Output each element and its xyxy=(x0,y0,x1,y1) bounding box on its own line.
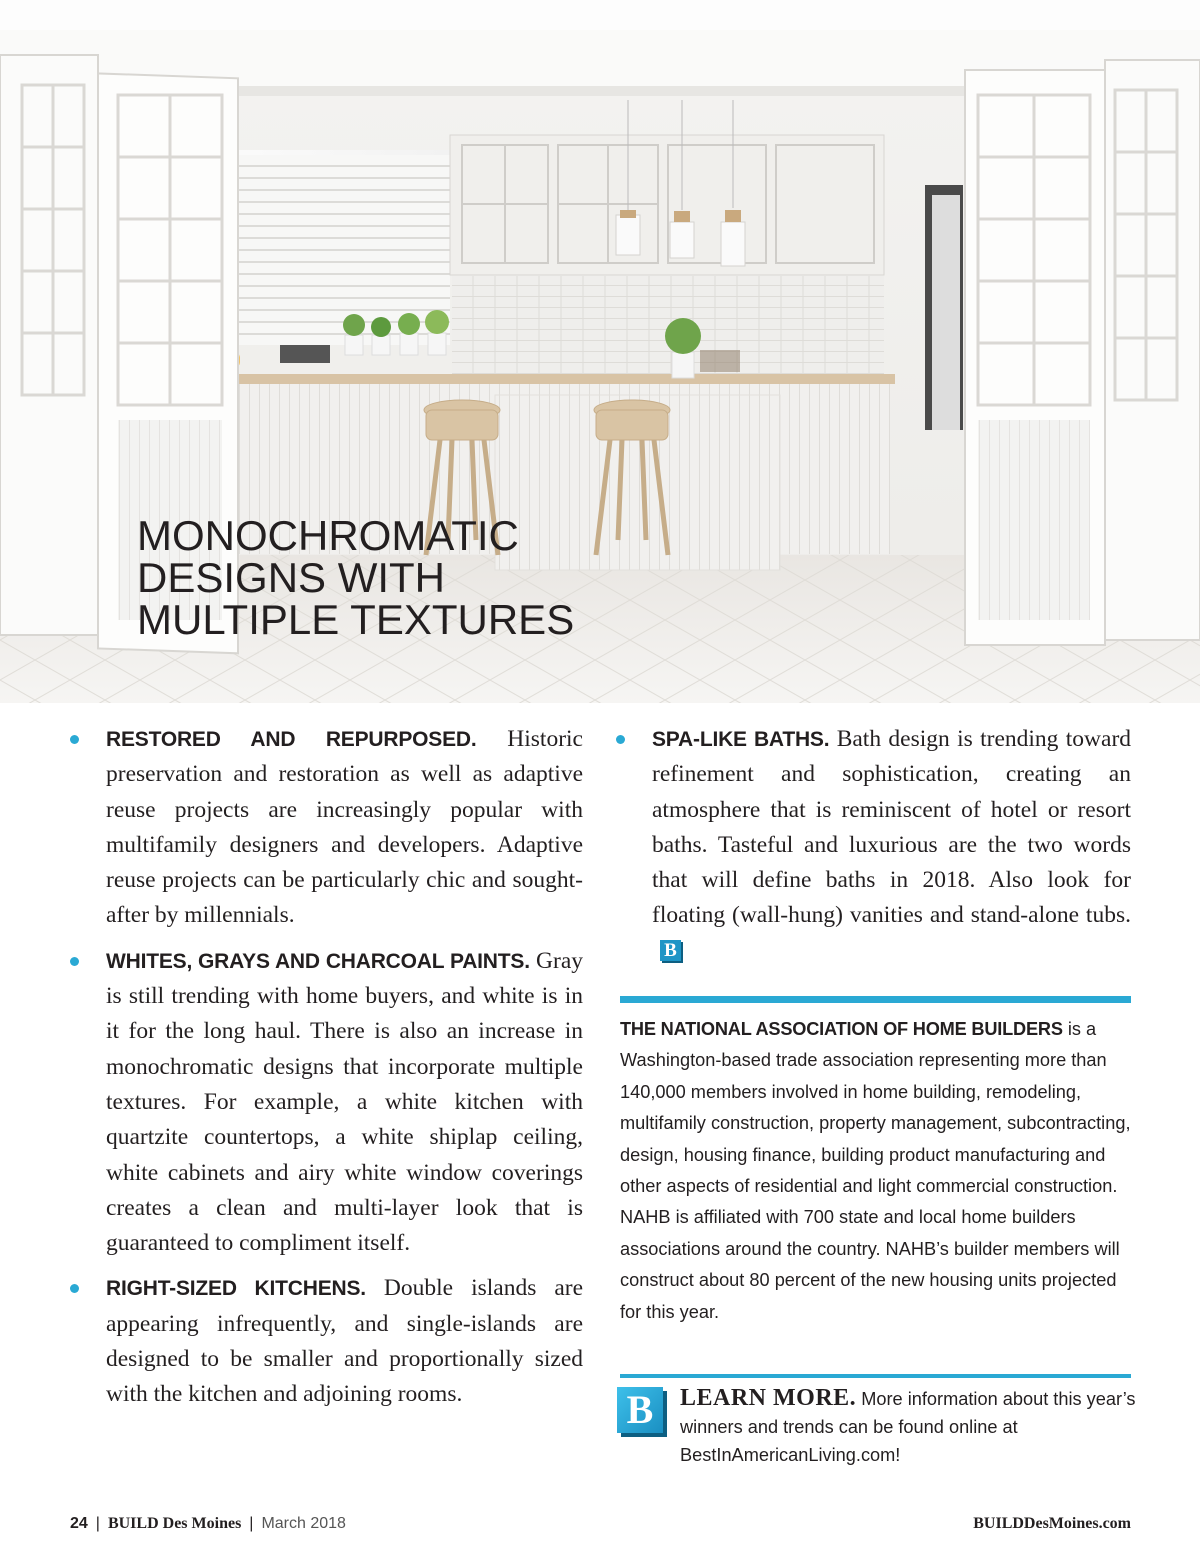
page-number: 24 xyxy=(70,1515,88,1532)
item-lead: SPA-LIKE BATHS. xyxy=(652,728,830,751)
issue-date: March 2018 xyxy=(261,1515,346,1532)
learn-more xyxy=(680,1384,1140,1469)
footer-separator: | xyxy=(95,1515,100,1532)
article-title xyxy=(137,512,657,643)
item-text: Historic preservation and restoration as well as adaptive reuse projects are increasingly popular with multifamily designers and developers. Adaptive reuse projects can be particularly chic and sought-after by millennials. xyxy=(106,726,583,929)
item-lead: RIGHT-SIZED KITCHENS. xyxy=(106,1277,366,1301)
website-url: BUILDDesMoines.com xyxy=(973,1515,1131,1532)
title-line-3: MULTIPLE TEXTURES xyxy=(137,596,575,643)
bullet-icon xyxy=(70,957,79,966)
divider xyxy=(620,996,1131,1003)
publication-name: BUILD Des Moines xyxy=(107,1515,242,1532)
item-text: Bath design is trending toward refinement and sophistication, creating an atmosphere that is reminiscent of hotel or resort baths. Tasteful and luxurious are the two words that will define baths in 2018. Also look for floating (wall-hung) vanities and stand-alone tubs. xyxy=(652,726,1132,929)
title-line-1: MONOCHROMATIC xyxy=(137,512,519,559)
footer-separator: | xyxy=(249,1515,254,1532)
item-text: Double islands are appearing infrequently, and single-islands are designed to be smaller and proportionally sized with the kitchen and adjoining rooms. xyxy=(106,1275,584,1408)
list-item xyxy=(66,722,583,934)
title-line-2: DESIGNS WITH xyxy=(137,554,446,601)
item-lead: RESTORED AND REPURPOSED. xyxy=(106,728,477,751)
learn-more-text: More information about this year’s winners and trends can be found online at BestInAmericanLiving.com! xyxy=(680,1389,1136,1465)
left-column xyxy=(66,722,583,1423)
bullet-icon xyxy=(616,735,625,744)
bullet-icon xyxy=(70,1284,79,1293)
list-item xyxy=(66,944,583,1262)
end-mark-icon: B xyxy=(660,940,681,961)
nahb-description xyxy=(620,1014,1131,1328)
bullet-icon xyxy=(70,735,79,744)
nahb-lead: THE NATIONAL ASSOCIATION OF HOME BUILDERS xyxy=(620,1019,1063,1039)
page-footer xyxy=(70,1515,1131,1539)
item-lead: WHITES, GRAYS AND CHARCOAL PAINTS. xyxy=(106,949,530,973)
list-item xyxy=(66,1271,583,1412)
divider xyxy=(620,1374,1131,1378)
item-text: Gray is still trending with home buyers, and white is in it for the long haul. There is also an increase in monochromatic designs that incorporate multiple textures. For example, a white kitchen with quartzite countertops, a white shiplap ceiling, white cabinets and airy white window coverings creates a clean and multi-layer look that is guaranteed to compliment itself. xyxy=(106,947,584,1257)
nahb-text: is a Washington-based trade association representing more than 140,000 members involved in home building, remodeling, multifamily construction, property management, subcontracting, design, housing finance, building product manufacturing and other aspects of residential and light commercial construction. NAHB is affiliated with 700 state and local home builders associations around the country. NAHB’s builder members will construct about 80 percent of the new housing units projected for this year. xyxy=(620,1019,1131,1322)
learn-more-lead: LEARN MORE. xyxy=(680,1385,857,1411)
hero-image xyxy=(0,0,1200,703)
list-item xyxy=(612,722,1131,969)
build-logo-icon: B xyxy=(617,1387,663,1433)
right-column xyxy=(612,722,1131,979)
